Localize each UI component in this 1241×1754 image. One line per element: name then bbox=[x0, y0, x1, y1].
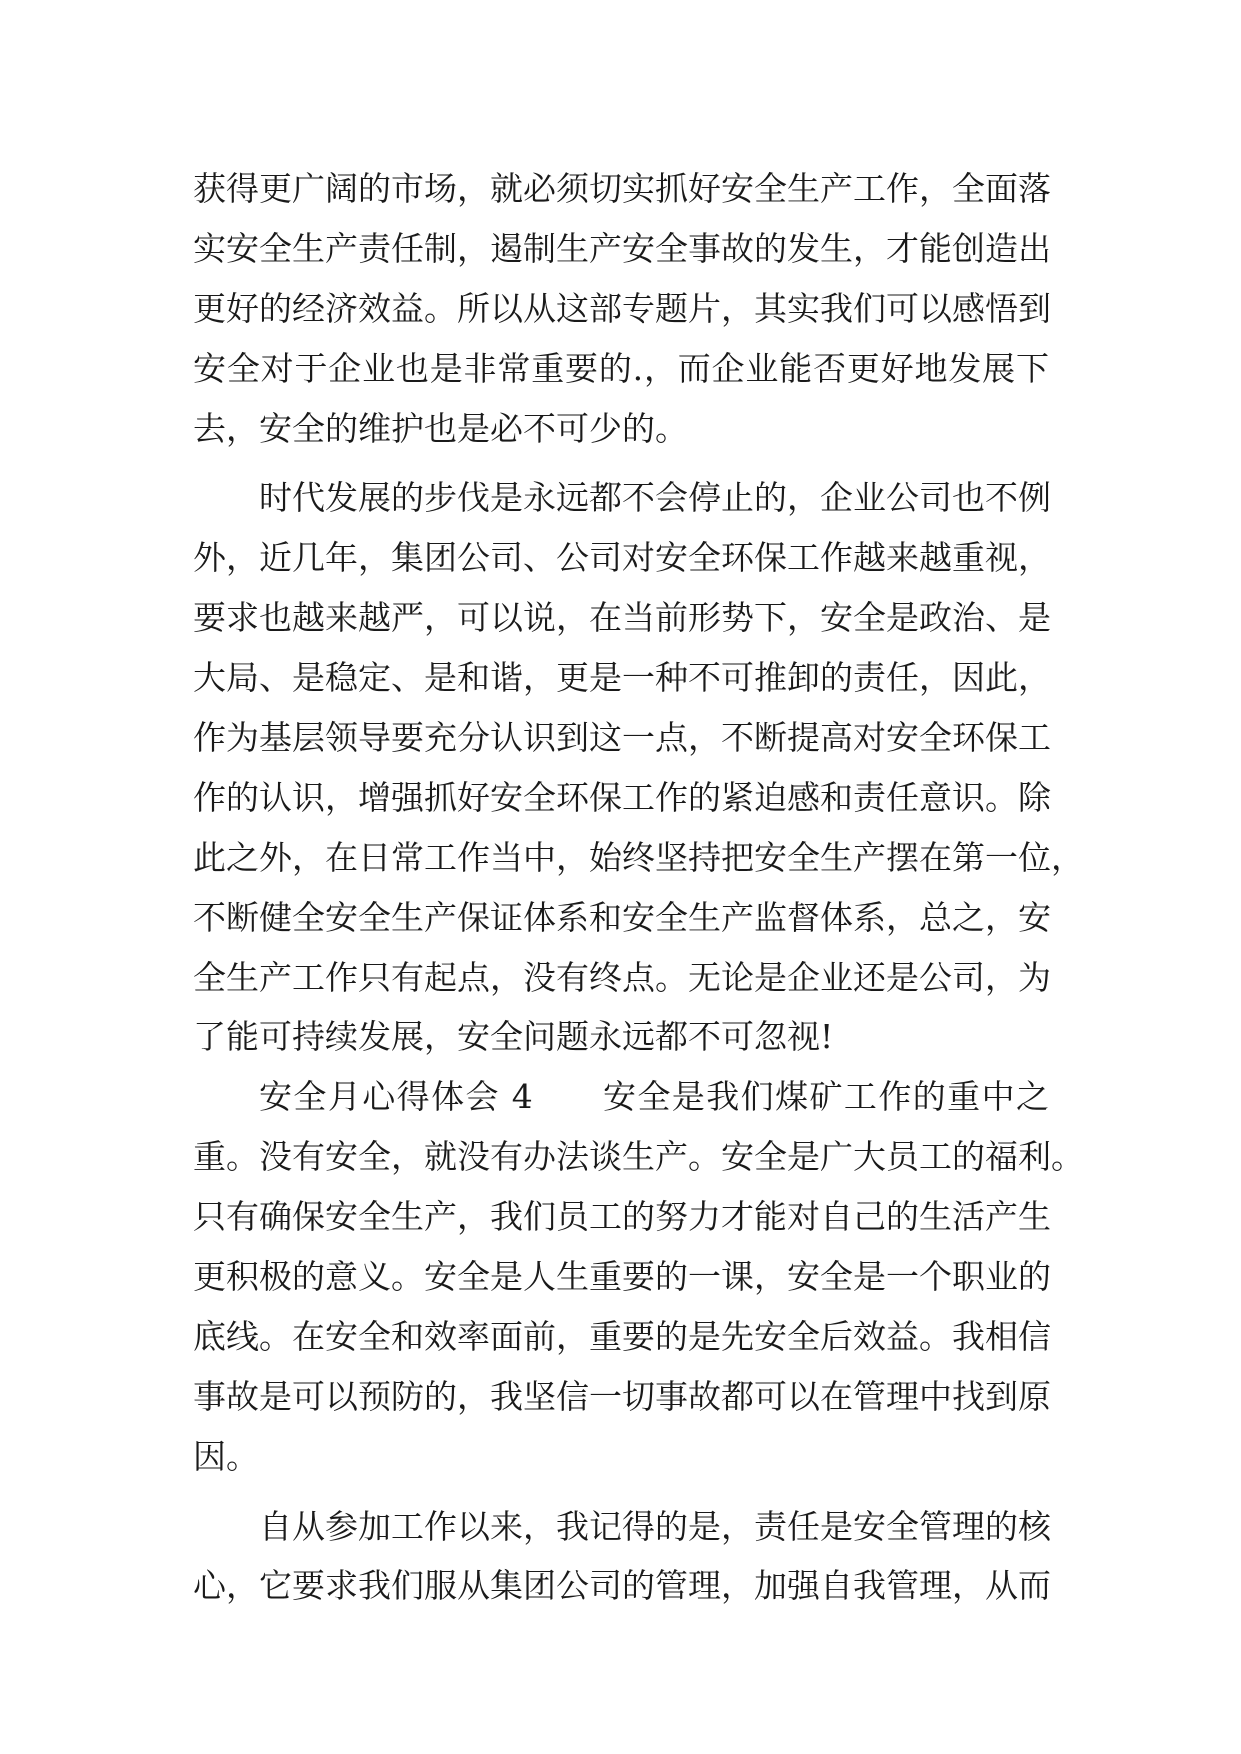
text-line: 安全对于企业也是非常重要的.，而企业能否更好地发展下 bbox=[193, 348, 1049, 388]
text-line: 实安全生产责任制，遏制生产安全事故的发生，才能创造出 bbox=[193, 228, 1051, 268]
paragraph-3 bbox=[193, 1067, 1084, 1486]
text-line: 事故是可以预防的，我坚信一切事故都可以在管理中找到原 bbox=[193, 1376, 1051, 1416]
text-line: 重。没有安全，就没有办法谈生产。安全是广大员工的福利。 bbox=[193, 1137, 1084, 1177]
text-line: 只有确保安全生产，我们员工的努力才能对自己的生活产生 bbox=[193, 1197, 1051, 1237]
text-line: 不断健全安全生产保证体系和安全生产监督体系，总之，安 bbox=[193, 897, 1051, 937]
text-line: 因。 bbox=[193, 1436, 259, 1476]
text-line: 获得更广阔的市场，就必须切实抓好安全生产工作，全面落 bbox=[193, 169, 1051, 208]
text-line: 时代发展的步伐是永远都不会停止的，企业公司也不例 bbox=[259, 478, 1051, 518]
text-line: 作为基层领导要充分认识到这一点，不断提高对安全环保工 bbox=[193, 718, 1051, 758]
text-line: 更积极的意义。安全是人生重要的一课，安全是一个职业的 bbox=[193, 1257, 1051, 1297]
paragraph-gap bbox=[193, 458, 1049, 468]
text-line: 全生产工作只有起点，没有终点。无论是企业还是公司，为 bbox=[193, 957, 1051, 997]
text-line: 要求也越来越严，可以说，在当前形势下，安全是政治、是 bbox=[193, 598, 1051, 638]
paragraph-2 bbox=[193, 468, 1084, 1067]
text-line: 了能可持续发展，安全问题永远都不可忽视! bbox=[193, 1017, 834, 1057]
text-line: 此之外，在日常工作当中，始终坚持把安全生产摆在第一位， bbox=[193, 837, 1084, 877]
paragraph-1 bbox=[193, 159, 1049, 458]
paragraph-gap bbox=[193, 1487, 1049, 1497]
text-line: 外，近几年，集团公司、公司对安全环保工作越来越重视， bbox=[193, 538, 1051, 578]
document-body bbox=[193, 159, 1084, 1616]
text-line: 去，安全的维护也是必不可少的。 bbox=[193, 408, 688, 448]
text-line: 作的认识，增强抓好安全环保工作的紧迫感和责任意识。除 bbox=[193, 777, 1051, 817]
text-line: 心，它要求我们服从集团公司的管理，加强自我管理，从而 bbox=[193, 1566, 1051, 1606]
paragraph-4 bbox=[193, 1497, 1049, 1617]
text-line: 自从参加工作以来，我记得的是，责任是安全管理的核 bbox=[259, 1506, 1051, 1546]
text-line: 大局、是稳定、是和谐，更是一种不可推卸的责任，因此， bbox=[193, 658, 1051, 698]
text-line: 底线。在安全和效率面前，重要的是先安全后效益。我相信 bbox=[193, 1316, 1051, 1356]
text-line: 更好的经济效益。所以从这部专题片，其实我们可以感悟到 bbox=[193, 288, 1051, 328]
text-line: 安全月心得体会 4 安全是我们煤矿工作的重中之 bbox=[259, 1077, 1049, 1117]
